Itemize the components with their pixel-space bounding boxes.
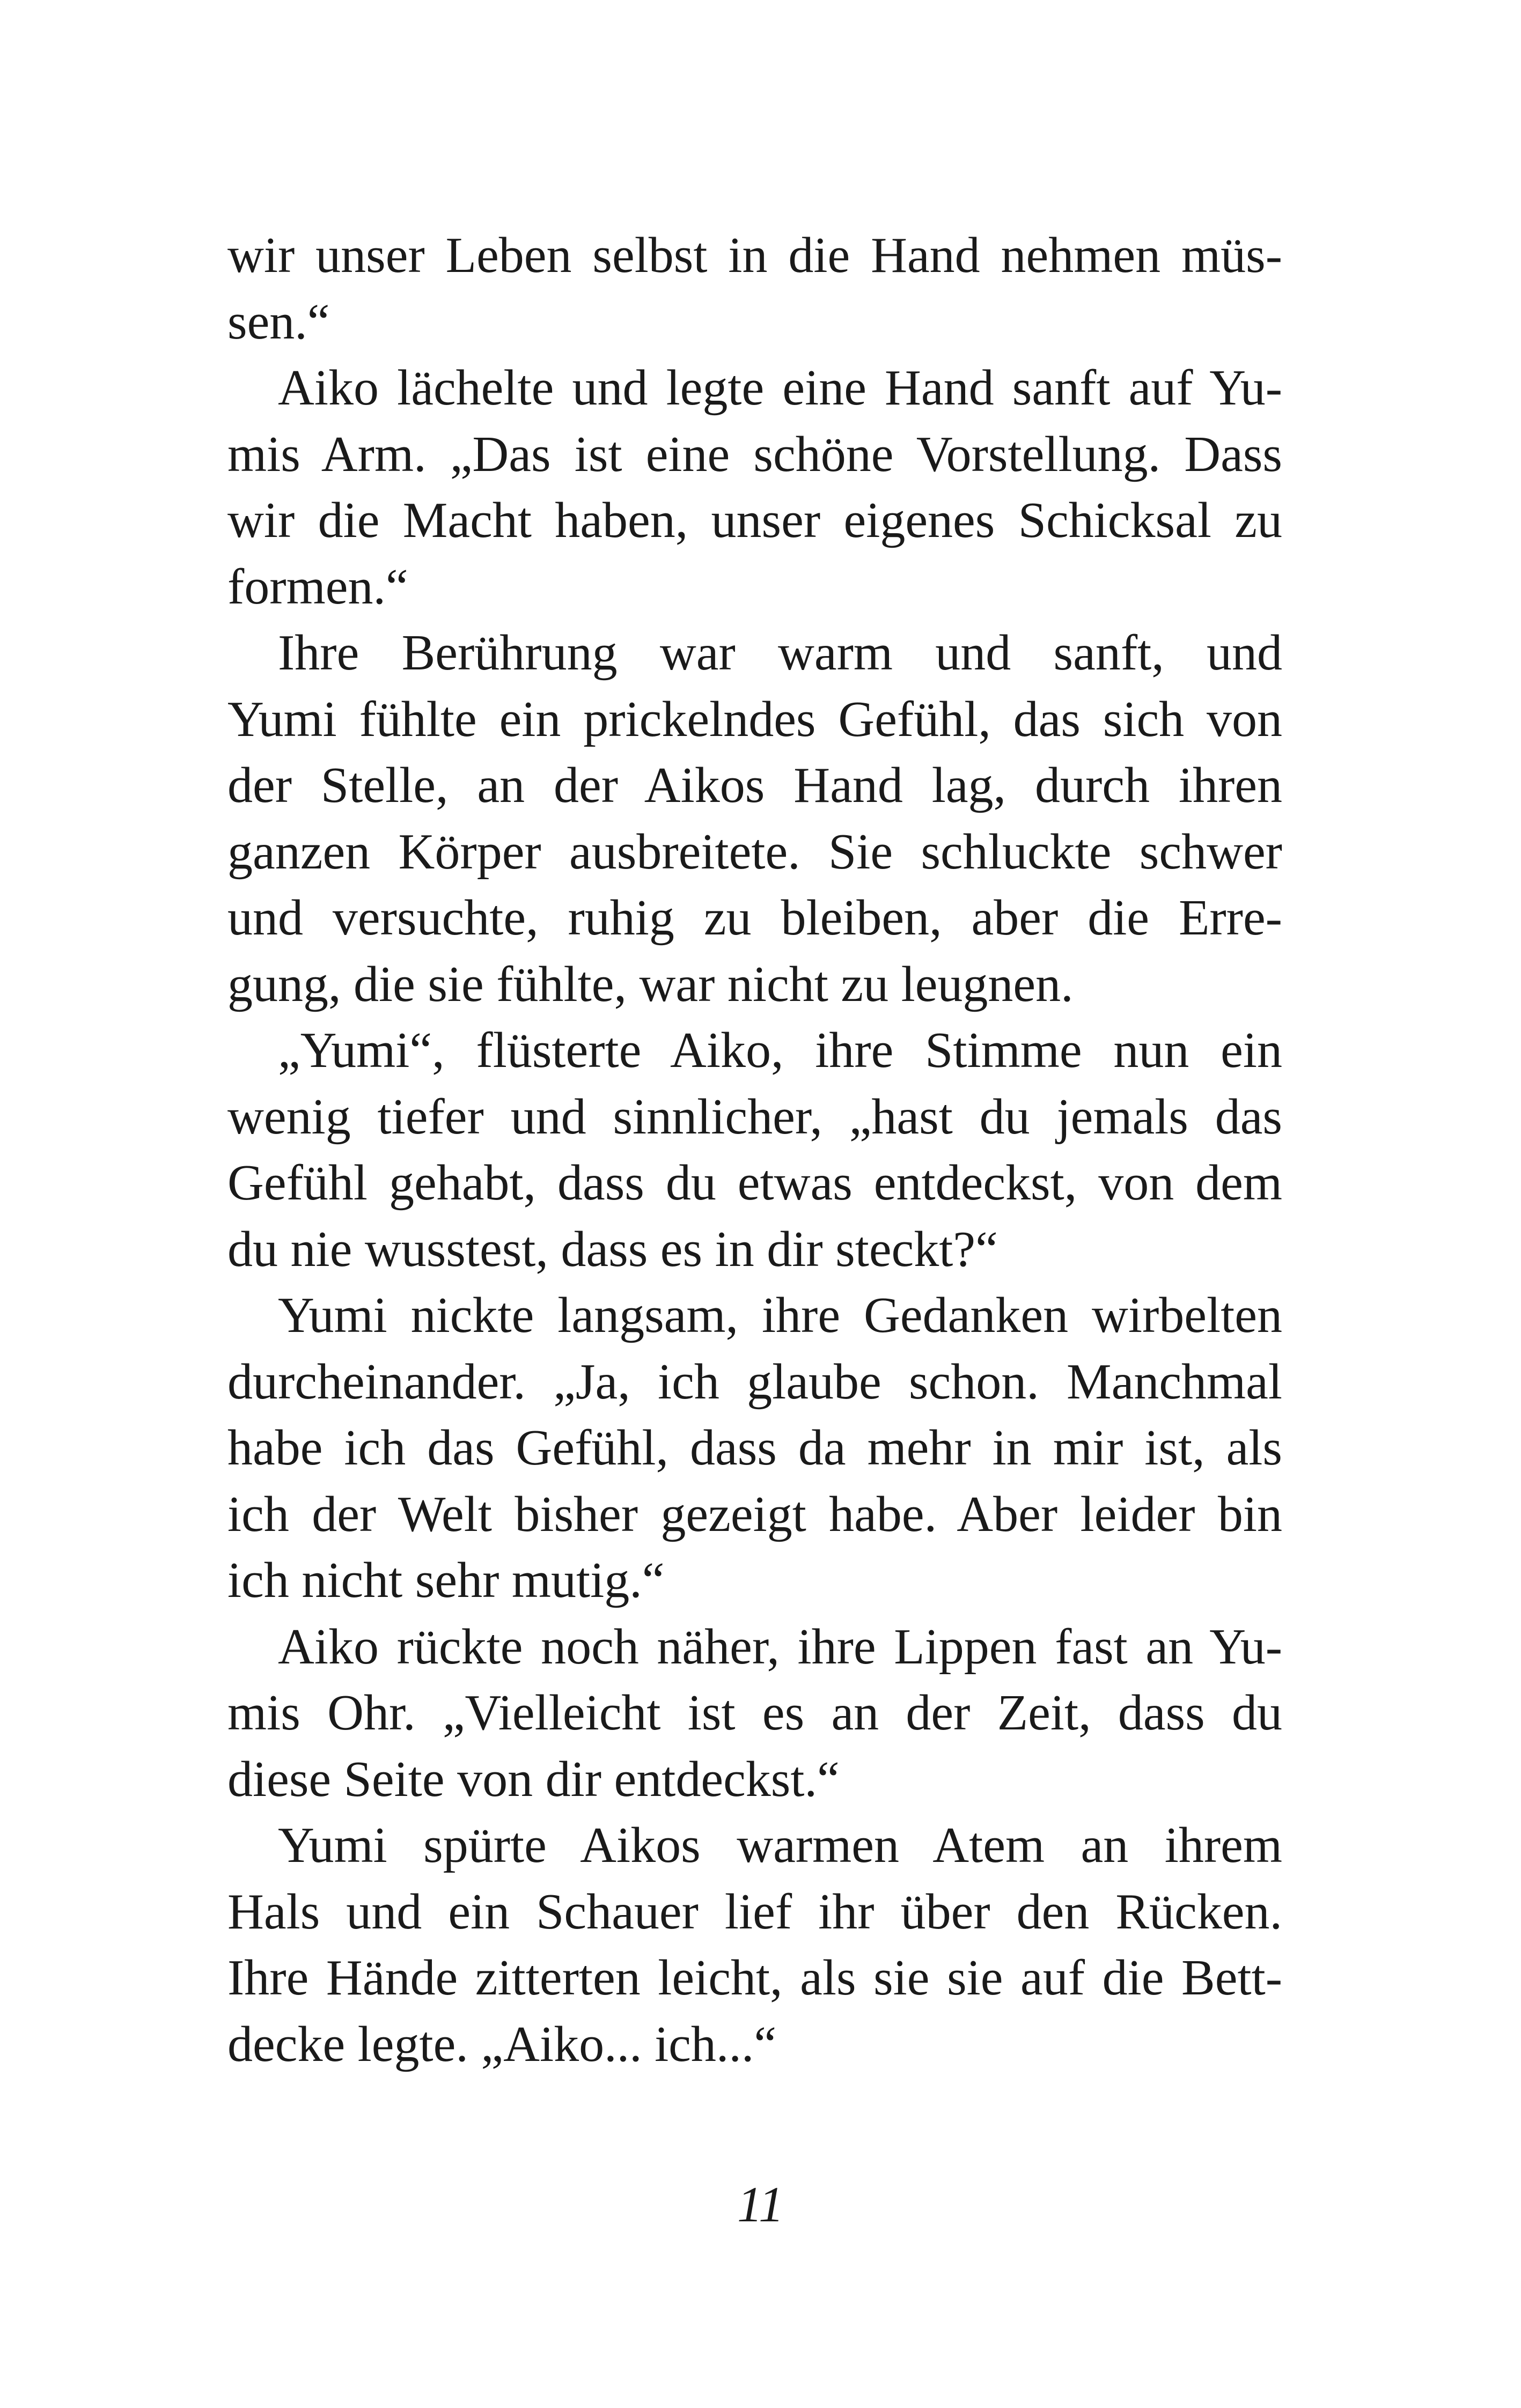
text-line: decke legte. „Aiko... ich...“ (227, 2016, 777, 2072)
text-line: ich nicht sehr mutig.“ (227, 1552, 665, 1608)
text-line: wir unser Leben selbst in die Hand nehmen müs- (227, 227, 1282, 283)
text-line: Gefühl gehabt, dass du etwas entdeckst, von dem (227, 1155, 1282, 1211)
text-line: diese Seite von dir entdeckst.“ (227, 1751, 840, 1807)
text-line: wenig tiefer und sinnlicher, „hast du jemals das (227, 1088, 1282, 1145)
page-number: 11 (737, 2177, 784, 2233)
text-line: Hals und ein Schauer lief ihr über den Rücken. (227, 1883, 1282, 1940)
text-line: habe ich das Gefühl, dass da mehr in mir ist, als (227, 1420, 1282, 1476)
text-line: der Stelle, an der Aikos Hand lag, durch ihren (227, 757, 1282, 813)
text-line: Yumi fühlte ein prickelndes Gefühl, das sich von (227, 691, 1282, 747)
text-line: Ihre Berührung war warm und sanft, und (278, 625, 1282, 681)
text-line: formen.“ (227, 558, 408, 615)
text-line: Ihre Hände zitterten leicht, als sie sie auf die Bett- (227, 1950, 1282, 2006)
text-line: ich der Welt bisher gezeigt habe. Aber leider bin (227, 1486, 1282, 1542)
text-line: wir die Macht haben, unser eigenes Schicksal zu (227, 492, 1282, 548)
text-line: Yumi spürte Aikos warmen Atem an ihrem (278, 1817, 1282, 1873)
text-line: durcheinander. „Ja, ich glaube schon. Manchmal (227, 1353, 1282, 1410)
text-line: Aiko lächelte und legte eine Hand sanft auf Yu- (278, 360, 1282, 416)
text-line: „Yumi“, flüsterte Aiko, ihre Stimme nun ein (278, 1022, 1282, 1078)
text-line: du nie wusstest, dass es in dir steckt?“ (227, 1221, 998, 1277)
text-line: und versuchte, ruhig zu bleiben, aber die Erre- (227, 890, 1282, 946)
text-line: ganzen Körper ausbreitete. Sie schluckte schwer (227, 823, 1282, 880)
text-line: sen.“ (227, 293, 330, 350)
text-line: mis Arm. „Das ist eine schöne Vorstellung. Dass (227, 426, 1282, 482)
page-body-text (227, 223, 1282, 2078)
text-line: Yumi nickte langsam, ihre Gedanken wirbelten (278, 1287, 1282, 1343)
text-line: gung, die sie fühlte, war nicht zu leugnen. (227, 956, 1074, 1012)
text-line: mis Ohr. „Vielleicht ist es an der Zeit, dass du (227, 1685, 1282, 1741)
text-line: Aiko rückte noch näher, ihre Lippen fast an Yu- (278, 1618, 1282, 1675)
